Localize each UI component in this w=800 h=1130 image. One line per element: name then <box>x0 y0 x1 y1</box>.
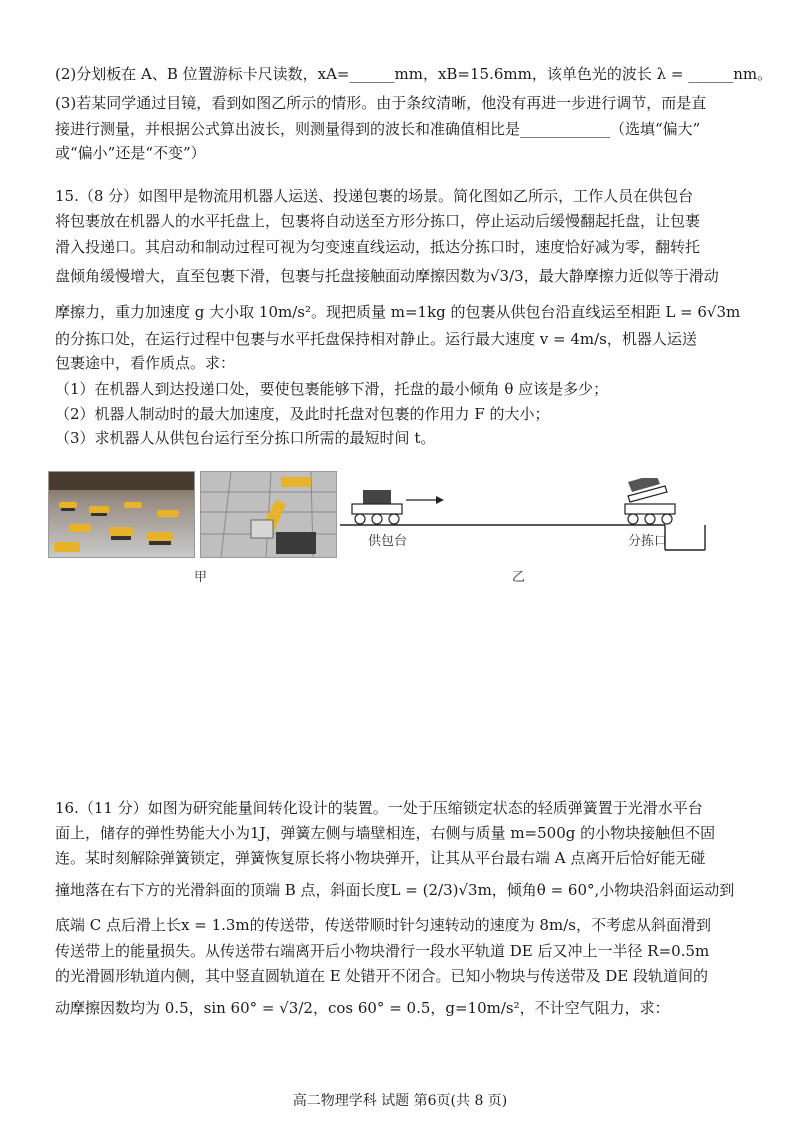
robot-photo-1 <box>48 471 195 558</box>
q15-line-2: 将包裹放在机器人的水平托盘上，包裹将自动送至方形分拣口，停止运动后缓慢翻起托盘，让包裹 <box>55 212 701 230</box>
q16-line-5: 底端 C 点后滑上长x = 1.3m的传送带，传送带顺时针匀速转动的速度为 8m/s，不考虑从斜面滑到 <box>55 916 711 934</box>
figure-jia-label: 甲 <box>194 570 208 585</box>
q15-line-4: 盘倾角缓慢增大，直至包裹下滑，包裹与托盘接触面动摩擦因数为√3/3，最大静摩擦力近似等于滑动 <box>55 267 719 285</box>
page-footer: 高二物理学科 试题 第6页(共 8 页) <box>292 1093 508 1109</box>
q16-line-2: 面上，储存的弹性势能大小为1J，弹簧左侧与墙壁相连，右侧与质量 m=500g 的小物块接触但不固 <box>55 824 716 842</box>
q15-line-7: 包裹途中，看作质点。求： <box>55 354 236 372</box>
label-supply-station: 供包台 <box>368 534 408 549</box>
q15-sub-2: （2）机器人制动时的最大加速度，及此时托盘对包裹的作用力 F 的大小； <box>55 405 550 423</box>
package-box <box>363 490 391 504</box>
q15-line-6: 的分拣口处，在运行过程中包裹与水平托盘保持相对静止。运行最大速度 v = 4m/s，机器人运送 <box>55 330 697 348</box>
robot-body-start <box>352 504 402 514</box>
q14-part2: (2)分划板在 A、B 位置游标卡尺读数，xA=______mm，xB=15.6mm，该单色光的波长 λ = ______nm。 <box>55 65 773 83</box>
q16-line-8: 动摩擦因数均为 0.5，sin 60° = √3/2，cos 60° = 0.5，g=10m/s²，不计空气阻力，求： <box>55 999 670 1017</box>
robot-photo-2 <box>200 471 337 558</box>
q15-sub-1: （1）在机器人到达投递口处，要使包裹能够下滑，托盘的最小倾角 θ 应该是多少； <box>55 380 609 398</box>
figure-yi-label: 乙 <box>512 570 526 585</box>
q16-line-3: 连。某时刻解除弹簧锁定，弹簧恢复原长将小物块弹开，让其从平台最右端 A 点离开后恰好能无碰 <box>55 849 706 867</box>
q16-line-6: 传送带上的能量损失。从传送带右端离开后小物块滑行一段水平轨道 DE 后又冲上一半径 R=0.5m <box>55 942 710 960</box>
q15-sub-3: （3）求机器人从供包台运行至分拣口所需的最短时间 t。 <box>55 429 436 447</box>
q16-line-1: 16.（11 分）如图为研究能量间转化设计的装置。一处于压缩锁定状态的轻质弹簧置于光滑水平台 <box>55 799 703 817</box>
q16-line-4: 撞地落在右下方的光滑斜面的顶端 B 点，斜面长度L = (2/3)√3m，倾角θ = 60°,小物块沿斜面运动到 <box>55 881 735 899</box>
robot-body-end <box>625 504 675 514</box>
q15-line-3: 滑入投递口。其启动和制动过程可视为匀变速直线运动，抵达分拣口时，速度恰好减为零，翻转托 <box>55 238 701 256</box>
q14-part3-line2: 接进行测量，并根据公式算出波长，则测量得到的波长和准确值相比是____________（选填“偏大” <box>55 120 701 138</box>
q16-line-7: 的光滑圆形轨道内侧，其中竖直圆轨道在 E 处错开不闭合。已知小物块与传送带及 DE 段轨道间的 <box>55 967 709 985</box>
direction-arrow-icon <box>436 496 444 504</box>
q14-part3-line3: 或“偏小”还是“不变”） <box>55 144 206 162</box>
label-sorting-port: 分拣口 <box>628 534 668 549</box>
q14-part3-line1: (3)若某同学通过目镜，看到如图乙所示的情形。由于条纹清晰，他没有再进一步进行调节，而是直 <box>55 94 707 112</box>
q15-line-5: 摩擦力，重力加速度 g 大小取 10m/s²。现把质量 m=1kg 的包裹从供包台沿直线运至相距 L = 6√3m <box>55 303 741 321</box>
q15-line-1: 15.（8 分）如图甲是物流用机器人运送、投递包裹的场景。简化图如乙所示，工作人员在供包台 <box>55 187 694 205</box>
